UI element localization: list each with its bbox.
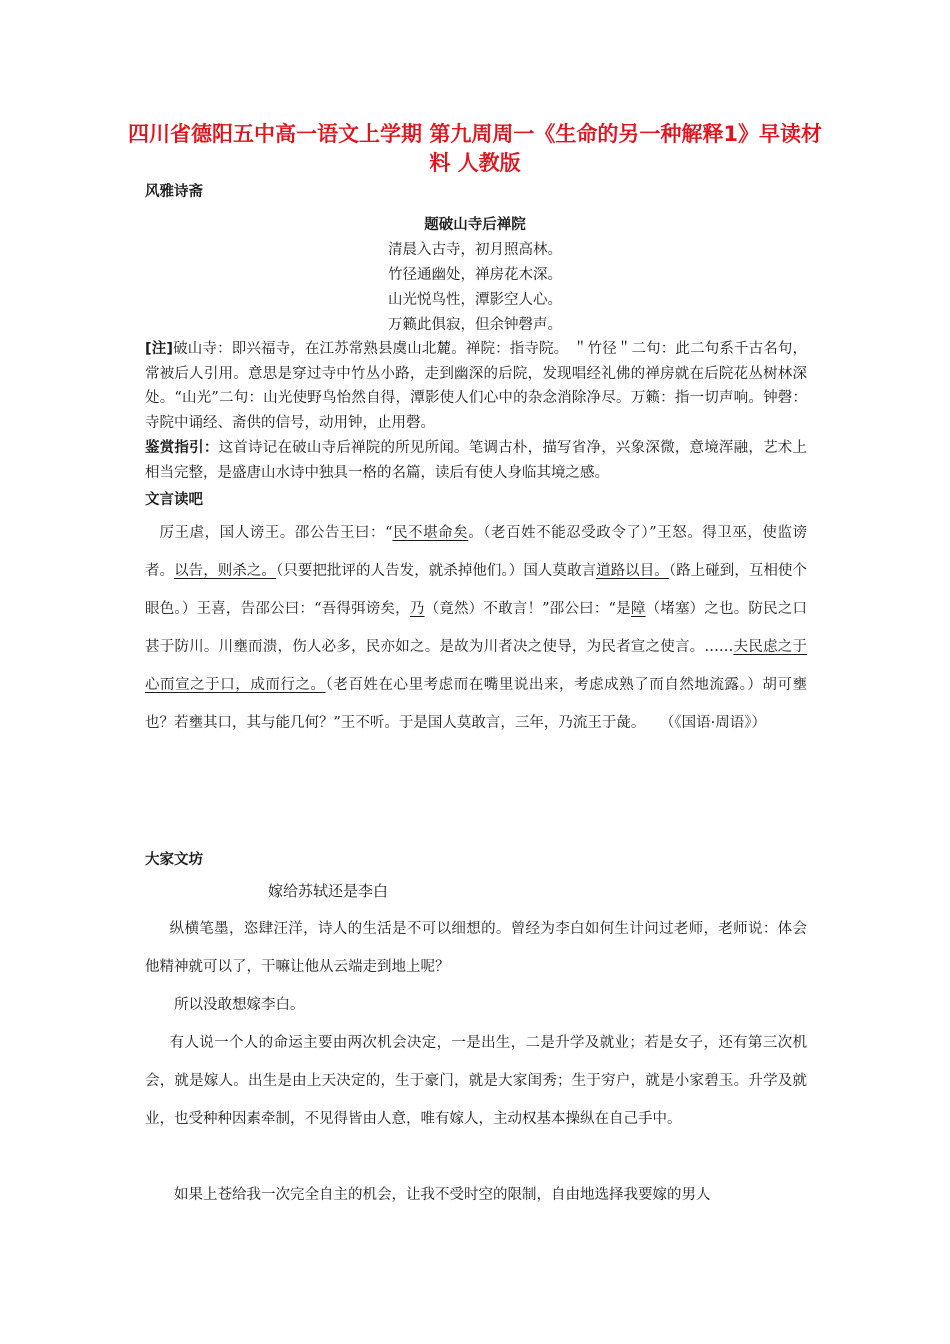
poem-appreciation [145,436,807,485]
poem-line: 清晨入古寺，初月照高林。 [388,242,562,258]
underlined-phrase: 道路以目。 [596,563,669,579]
text-run: （竟然）不敢言！”邵公曰：“是 [424,601,631,617]
essay-paragraph: 有人说一个人的命运主要由两次机会决定，一是出生，二是升学及就业；若是女子，还有第三次机会，就是嫁人。出生是由上天决定的，生于豪门，就是大家闺秀；生于穷户，就是小家碧玉。升学及就业，也受种种因素牵制，不见得皆由人意，唯有嫁人，主动权基本操纵在自己手中。 [145,1035,807,1127]
essay-paragraph: 如果上苍给我一次完全自主的机会，让我不受时空的限制，自由地选择我要嫁的男人 [174,1187,711,1203]
document-title: 四川省德阳五中高一语文上学期 第九周周一《生命的另一种解释1》早读材料 人教版 [128,122,822,175]
note-label: [注] [145,341,174,357]
appreciation-label: 鉴赏指引： [145,440,219,456]
poem-line: 山光悦鸟性，潭影空人心。 [388,292,562,308]
poem-line: 竹径通幽处，禅房花木深。 [388,267,562,283]
underlined-phrase: 障 [630,601,646,617]
text-run: （老百姓在心里考虑而在嘴里说出来，考虑成熟了而自然地流露。）胡可壅也？若壅其口，其与能几何？”王不听。于是国人莫敢言，三年，乃流王于彘。 （《国语·周语》） [145,677,807,731]
note-text: 破山寺：即兴福寺，在江苏常熟县虞山北麓。禅院：指寺院。 ＂竹径＂二句：此二句系千古名句，常被后人引用。意思是穿过寺中竹丛小路，走到幽深的后院，发现唱经礼佛的禅房就在后院花丛树林深处。“山光”二句：山光使野鸟怡然自得，潭影使人们心中的杂念消除净尽。万籁：指一切声响。钟磬：寺院中诵经、斋供的信号，动用钟，止用磬。 [145,341,807,431]
poem-title: 题破山寺后禅院 [424,217,526,233]
underlined-phrase: 夫民虑之于心而宣之于口，成而行之。 [145,639,808,693]
section-heading-classical: 文言读吧 [145,492,203,508]
underlined-phrase: 民不堪命矣 [392,525,469,541]
underlined-phrase: 以告，则杀之。 [174,563,276,579]
poem-line: 万籁此俱寂，但余钟磬声。 [388,317,562,333]
section-heading-poetry: 风雅诗斋 [145,184,203,200]
section-heading-essay: 大家文坊 [145,852,203,868]
text-run: 厉王虐，国人谤王。邵公告王曰：“ [159,525,393,541]
text-run: （路上碰到，互相使个眼色。）王喜，告邵公曰：“吾得弭谤矣， [145,563,808,617]
text-run: （堵塞）之也。防民之口甚于防川。川壅而溃，伤人必多，民亦如之。是故为川者决之使导，为民者宣之使言。…… [145,601,808,655]
poem-note [145,337,807,435]
appreciation-text: 这首诗记在破山寺后禅院的所见所闻。笔调古朴，描写省净，兴象深微，意境浑融，艺术上相当完整，是盛唐山水诗中独具一格的名篇，读后有使人身临其境之感。 [145,440,808,481]
text-run: （只要把批评的人告发，就杀掉他们。）国人莫敢言 [275,563,597,579]
essay-paragraph: 所以没敢想嫁李白。 [174,997,305,1013]
essay-title: 嫁给苏轼还是李白 [268,882,389,900]
classical-text [145,514,807,742]
essay-paragraph: 纵横笔墨，恣肆汪洋，诗人的生活是不可以细想的。曾经为李白如何生计问过老师，老师说：体会他精神就可以了，干嘛让他从云端走到地上呢？ [145,921,807,975]
underlined-phrase: 乃 [409,601,425,617]
text-run: 。（老百姓不能忍受政令了）”王怒。得卫巫，使监谤者。 [145,525,807,579]
